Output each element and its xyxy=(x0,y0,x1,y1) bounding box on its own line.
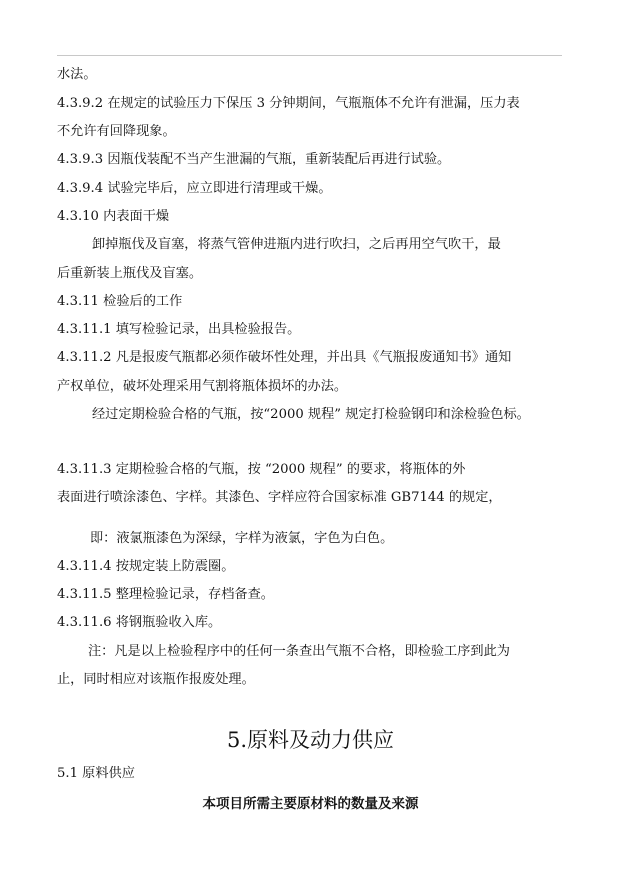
text-line-18: 4.3.11.6 将钢瓶验收入库。 xyxy=(57,615,222,630)
text-line-4: 4.3.9.4 试验完毕后，应立即进行清理或干燥。 xyxy=(57,181,332,196)
text-line-12: 经过定期检验合格的气瓶，按“2000 规程” 规定打检验钢印和涂检验色标。 xyxy=(92,407,530,422)
text-line-7: 后重新装上瓶伐及盲塞。 xyxy=(57,266,203,281)
header-rule xyxy=(57,55,562,56)
text-line-3: 4.3.9.3 因瓶伐装配不当产生泄漏的气瓶，重新装配后再进行试验。 xyxy=(57,152,451,167)
table-title: 本项目所需主要原材料的数量及来源 xyxy=(202,796,419,812)
text-line-6: 卸掉瓶伐及盲塞，将蒸气管伸进瓶内进行吹扫，之后再用空气吹干，最 xyxy=(92,237,501,252)
text-line-14: 表面进行喷涂漆色、字样。其漆色、字样应符合国家标准 GB7144 的规定， xyxy=(57,490,502,505)
text-line-11: 产权单位，破坏处理采用气割将瓶体损坏的办法。 xyxy=(57,379,348,394)
text-line-9: 4.3.11.1 填写检验记录，出具检验报告。 xyxy=(57,322,301,337)
text-line-17: 4.3.11.5 整理检验记录，存档备查。 xyxy=(57,587,274,602)
heading-4-3-11: 4.3.11 检验后的工作 xyxy=(57,294,183,309)
text-line-0: 水法。 xyxy=(57,67,97,82)
note-line-2: 止，同时相应对该瓶作报废处理。 xyxy=(57,672,255,687)
text-line-13: 4.3.11.3 定期检验合格的气瓶，按 “2000 规程” 的要求，将瓶体的外 xyxy=(57,462,466,477)
note-line-1: 注：凡是以上检验程序中的任何一条查出气瓶不合格，即检验工序到此为 xyxy=(88,644,510,659)
text-line-1: 4.3.9.2 在规定的试验压力下保压 3 分钟期间，气瓶瓶体不允许有泄漏，压力表 xyxy=(57,96,520,111)
text-line-15: 即：液氯瓶漆色为深绿，字样为液氯，字色为白色。 xyxy=(90,531,394,546)
text-line-2: 不允许有回降现象。 xyxy=(57,124,176,139)
heading-4-3-10: 4.3.10 内表面干燥 xyxy=(57,209,170,224)
text-line-16: 4.3.11.4 按规定装上防震圈。 xyxy=(57,559,235,574)
section-title: 5.原料及动力供应 xyxy=(226,728,395,752)
text-line-10: 4.3.11.2 凡是报废气瓶都必须作破坏性处理，并出具《气瓶报废通知书》通知 xyxy=(57,350,512,365)
subsection-heading: 5.1 原料供应 xyxy=(57,766,135,781)
